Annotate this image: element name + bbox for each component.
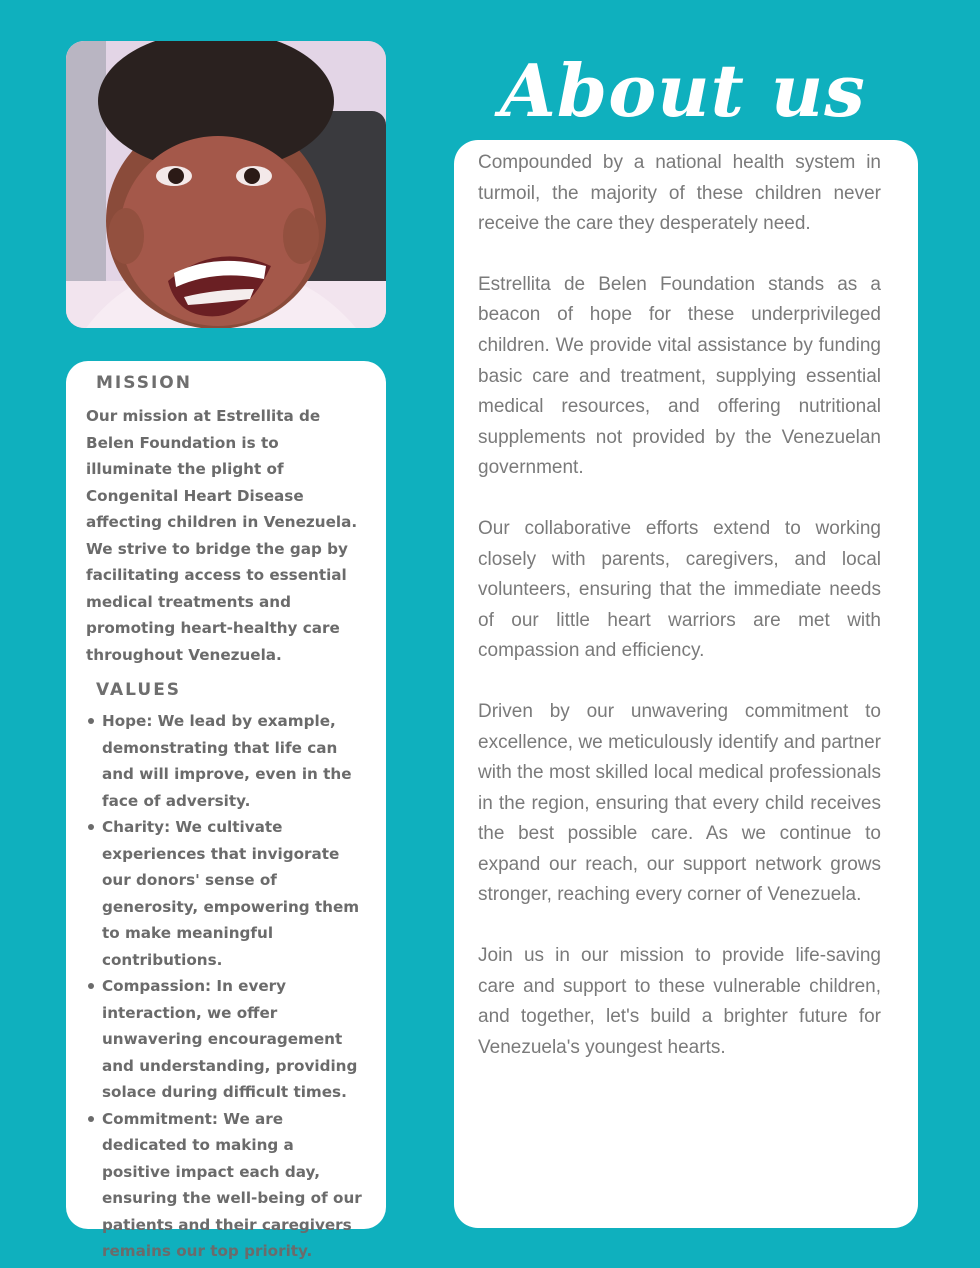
bullet-icon [88,718,94,724]
mission-text: Our mission at Estrellita de Belen Foundation is to illuminate the plight of Congenital Heart Disease affecting children in Venezuela. We strive to bridge the gap by facilitating access to essential medical treatments and promoting heart-healthy care throughout Venezuela. [86,407,358,664]
value-item-hope [102,708,366,814]
mission-values-card [66,361,386,1260]
about-card [454,140,918,1228]
bullet-icon [88,824,94,830]
value-item-compassion [102,973,366,1106]
value-item-charity [102,814,366,973]
about-paragraph: Our collaborative efforts extend to working closely with parents, caregivers, and local volunteers, ensuring that the immediate needs of our little heart warriors are met with compassion and efficiency. [478,517,881,662]
child-photo [66,41,386,328]
mission-heading: MISSION [96,373,192,393]
bullet-icon [88,983,94,989]
values-heading: VALUES [96,680,182,700]
about-paragraph: Compounded by a national health system in turmoil, the majority of these children never receive the care they desperately need. [478,152,881,235]
value-text: Commitment: We are dedicated to making a positive impact each day, ensuring the well-being of our patients and their caregivers remains our top priority. [102,1109,362,1260]
values-list [86,708,366,1265]
about-paragraph: Estrellita de Belen Foundation stands as a beacon of hope for these underprivileged children. We provide vital assistance by funding basic care and treatment, supplying essential medical resources, and offering nutritional supplements not provided by the Venezuelan government. [478,273,881,479]
value-text: Hope: We lead by example, demonstrating that life can and will improve, even in the face of adversity. [102,712,352,810]
about-paragraph: Driven by our unwavering commitment to excellence, we meticulously identify and partner with the most skilled local medical professionals in the region, ensuring that every child receives the best possible care. As we continue to expand our reach, our support network grows stronger, reaching every corner of Venezuela. [478,700,881,906]
page-title: About us [500,48,866,133]
value-text: Compassion: In every interaction, we offer unwavering encouragement and understanding, providing solace during difficult times. [102,977,358,1101]
about-paragraph: Join us in our mission to provide life-saving care and support to these vulnerable children, and together, let's build a brighter future for Venezuela's youngest hearts. [478,945,881,1058]
value-item-commitment [102,1106,366,1265]
bullet-icon [88,1116,94,1122]
value-text: Charity: We cultivate experiences that invigorate our donors' sense of generosity, empowering them to make meaningful contributions. [102,818,360,969]
child-portrait-illustration [66,41,386,328]
